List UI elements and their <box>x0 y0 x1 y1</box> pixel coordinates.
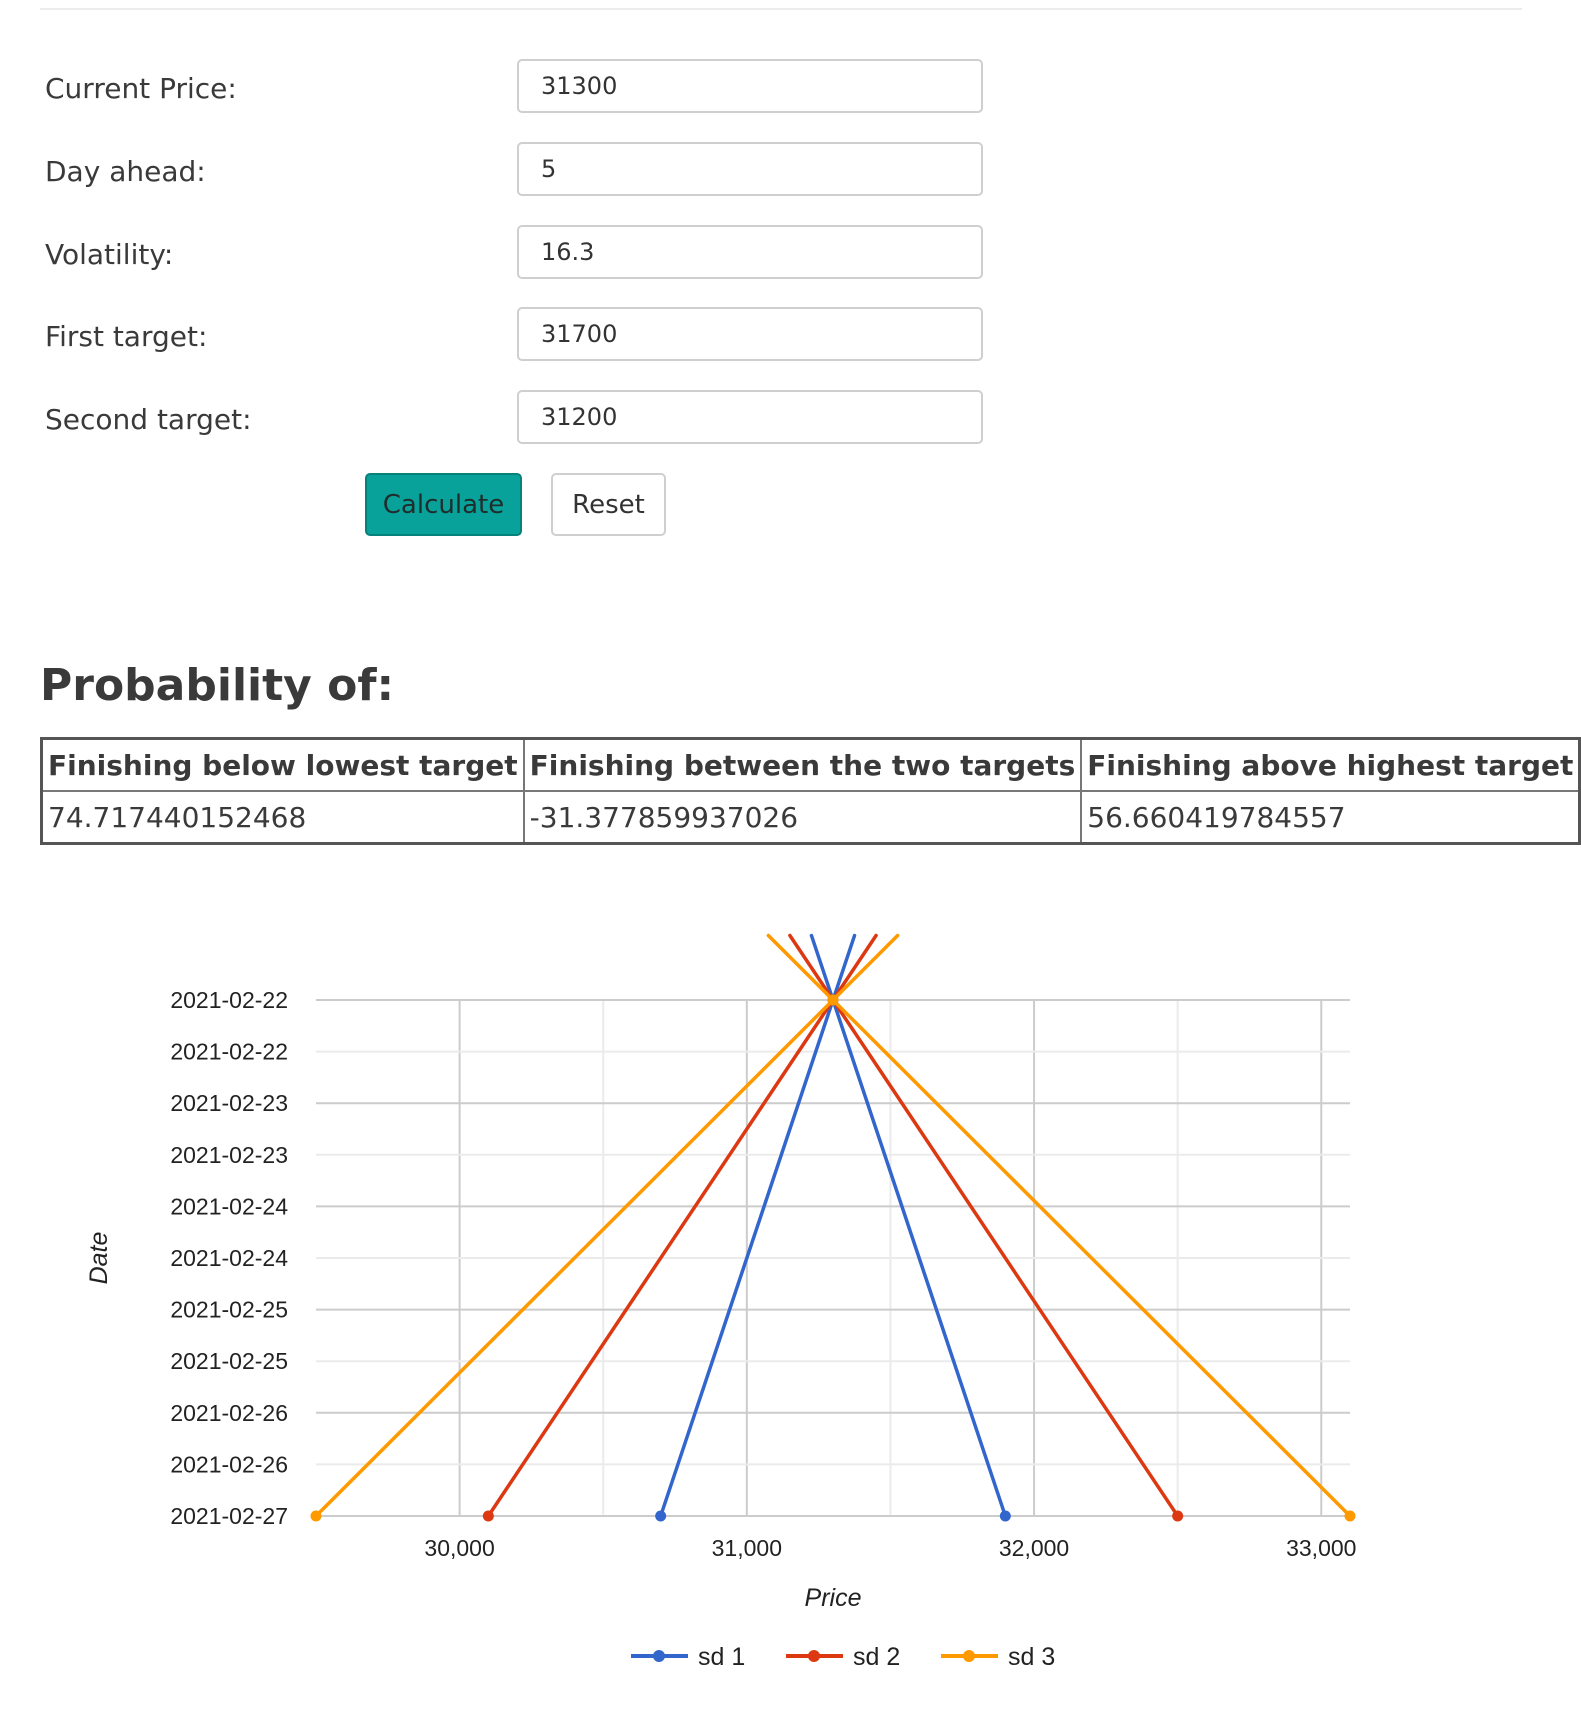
first-target-row <box>0 307 1000 363</box>
data-point <box>828 995 839 1006</box>
series-line-2 <box>488 936 1177 1517</box>
y-tick-label: 2021-02-25 <box>170 1348 288 1375</box>
y-tick-label: 2021-02-25 <box>170 1296 288 1323</box>
header-below-lowest: Finishing below lowest target <box>42 739 524 792</box>
value-between-targets: -31.377859937026 <box>524 791 1082 844</box>
reset-button[interactable]: Reset <box>551 473 666 536</box>
y-tick-label: 2021-02-26 <box>170 1399 288 1426</box>
data-point <box>311 1511 322 1522</box>
y-tick-label: 2021-02-22 <box>170 1038 288 1065</box>
data-point <box>483 1511 494 1522</box>
y-tick-label: 2021-02-23 <box>170 1141 288 1168</box>
data-point <box>1345 1511 1356 1522</box>
day-ahead-input[interactable] <box>517 142 983 196</box>
x-tick-label: 33,000 <box>1286 1535 1357 1561</box>
header-between-targets: Finishing between the two targets <box>524 739 1082 792</box>
first-target-label: First target: <box>45 320 208 353</box>
legend-marker-3 <box>963 1650 975 1662</box>
first-target-input[interactable] <box>517 307 983 361</box>
data-point <box>655 1511 666 1522</box>
volatility-row <box>0 225 1000 281</box>
data-point <box>1000 1511 1011 1522</box>
volatility-label: Volatility: <box>45 238 174 271</box>
y-tick-label: 2021-02-24 <box>170 1193 288 1220</box>
legend-label-1: sd 1 <box>698 1643 746 1671</box>
series-line-1 <box>661 936 1006 1517</box>
day-ahead-label: Day ahead: <box>45 155 206 188</box>
price-date-chart <box>0 960 1522 1700</box>
x-tick-label: 32,000 <box>998 1535 1070 1561</box>
table-header-row <box>42 739 1580 792</box>
probability-table <box>40 737 1581 845</box>
second-target-row <box>0 390 1000 446</box>
x-axis-title: Price <box>804 1584 862 1612</box>
y-axis-title: Date <box>85 1231 113 1285</box>
current-price-input[interactable] <box>517 59 983 113</box>
header-above-highest: Finishing above highest target <box>1081 739 1580 792</box>
second-target-input[interactable] <box>517 390 983 444</box>
y-tick-label: 2021-02-24 <box>170 1245 288 1271</box>
second-target-label: Second target: <box>45 403 252 436</box>
y-tick-label: 2021-02-23 <box>170 1090 288 1117</box>
x-tick-label: 30,000 <box>424 1535 495 1561</box>
y-tick-label: 2021-02-26 <box>170 1451 288 1478</box>
current-price-label: Current Price: <box>45 72 237 105</box>
top-divider <box>40 8 1522 10</box>
legend-label-3: sd 3 <box>1008 1643 1056 1671</box>
current-price-row <box>0 59 1000 115</box>
series-line-3 <box>316 936 1350 1517</box>
legend-marker-2 <box>808 1650 820 1662</box>
legend-label-2: sd 2 <box>853 1643 901 1671</box>
y-tick-label: 2021-02-27 <box>170 1503 288 1529</box>
calculate-button[interactable]: Calculate <box>365 473 522 536</box>
volatility-input[interactable] <box>517 225 983 279</box>
table-row <box>42 791 1580 844</box>
data-point <box>1172 1511 1183 1522</box>
value-above-highest: 56.660419784557 <box>1081 791 1580 844</box>
x-tick-label: 31,000 <box>711 1535 783 1561</box>
legend-marker-1 <box>653 1650 665 1662</box>
probability-title: Probability of: <box>40 660 395 711</box>
value-below-lowest: 74.717440152468 <box>42 791 524 844</box>
day-ahead-row <box>0 142 1000 198</box>
y-tick-label: 2021-02-22 <box>170 987 288 1013</box>
